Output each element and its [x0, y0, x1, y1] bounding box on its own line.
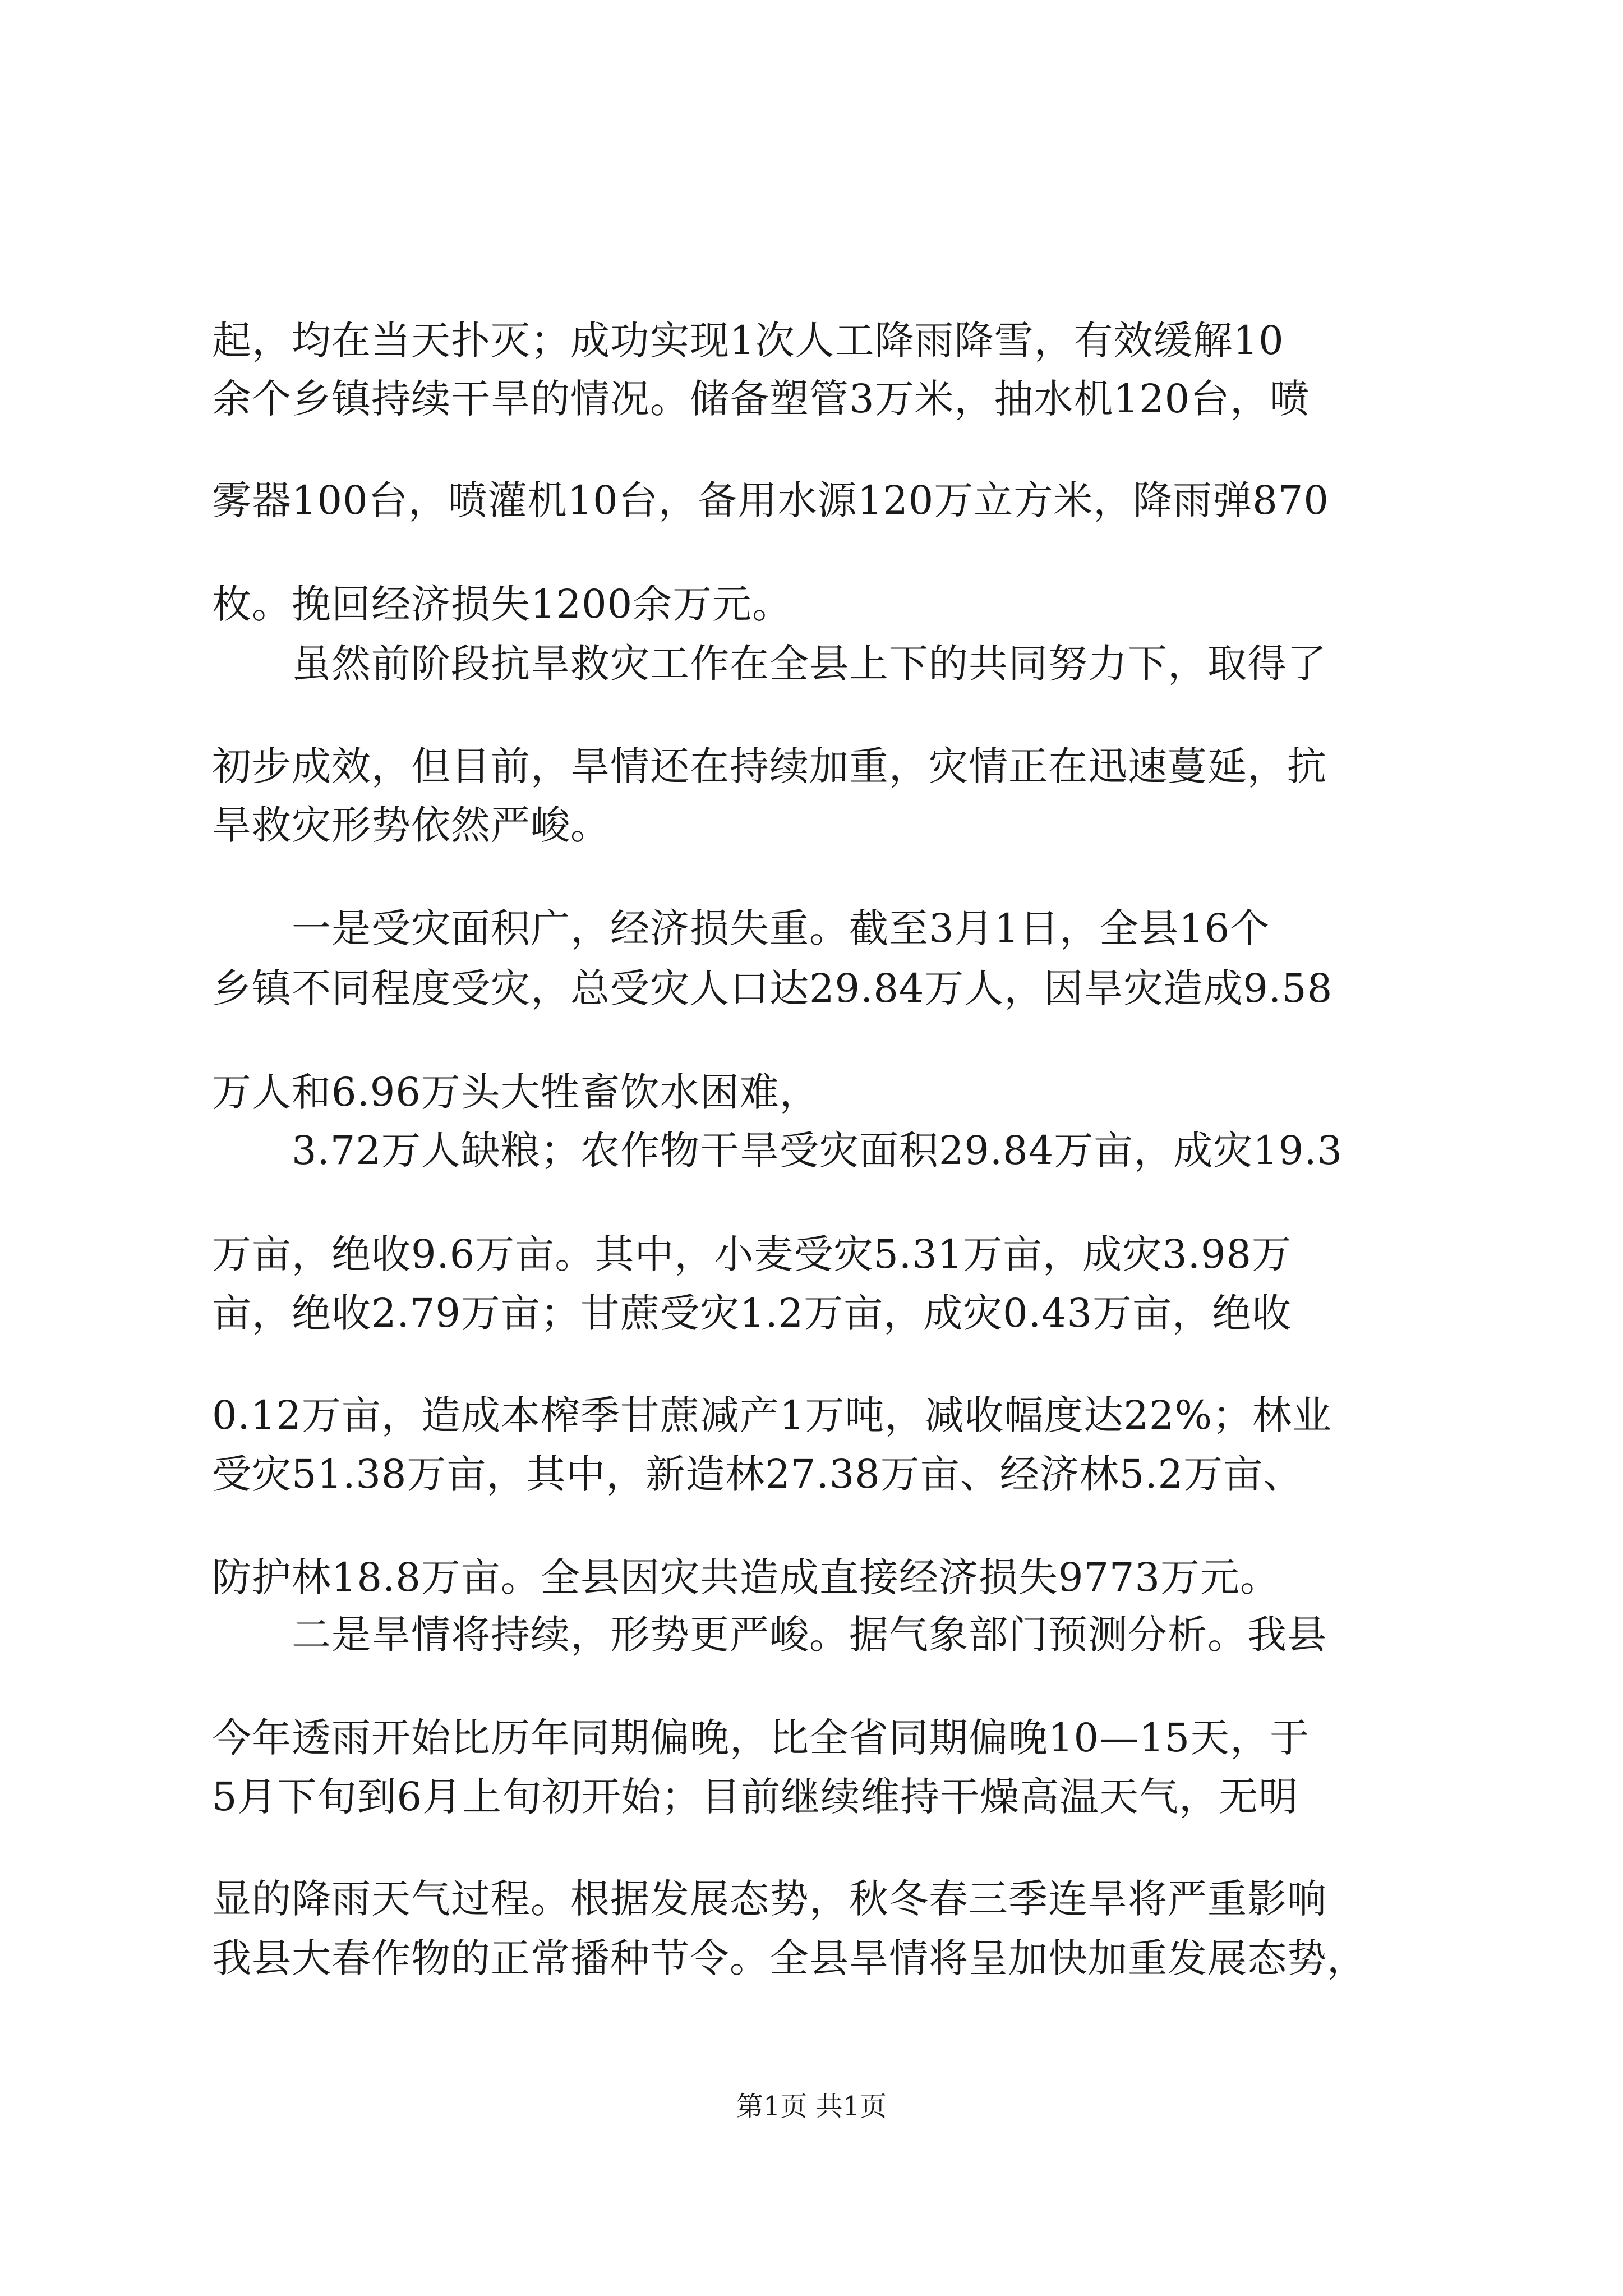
page-footer: 第1页 共1页 [736, 2091, 887, 2122]
text-line: 枚。挽回经济损失1200余万元。 [212, 581, 792, 627]
text-line: 3.72万人缺粮；农作物干旱受灾面积29.84万亩，成灾19.3 [212, 1128, 1343, 1174]
text-line: 防护林18.8万亩。全县因灾共造成直接经济损失9773万元。 [212, 1554, 1280, 1600]
text-line: 一是受灾面积广，经济损失重。截至3月1日，全县16个 [212, 905, 1270, 951]
text-line: 初步成效，但目前，旱情还在持续加重，灾情正在迅速蔓延，抗 [212, 743, 1327, 789]
text-line: 旱救灾形势依然严峻。 [212, 802, 610, 848]
text-line: 0.12万亩，造成本榨季甘蔗减产1万吨，减收幅度达22%；林业 [212, 1392, 1332, 1438]
text-line: 我县大春作物的正常播种节令。全县旱情将呈加快加重发展态势， [212, 1935, 1367, 1981]
text-line: 万人和6.96万头大牲畜饮水困难， [212, 1069, 819, 1115]
text-line: 显的降雨天气过程。根据发展态势，秋冬春三季连旱将严重影响 [212, 1876, 1327, 1922]
text-line: 二是旱情将持续，形势更严峻。据气象部门预测分析。我县 [212, 1612, 1327, 1658]
text-line: 虽然前阶段抗旱救灾工作在全县上下的共同努力下，取得了 [212, 641, 1327, 687]
text-line: 亩，绝收2.79万亩；甘蔗受灾1.2万亩，成灾0.43万亩，绝收 [212, 1290, 1292, 1336]
text-line: 雾器100台，喷灌机10台，备用水源120万立方米，降雨弹870 [212, 477, 1329, 523]
text-line: 起，均在当天扑灭；成功实现1次人工降雨降雪，有效缓解10 [212, 318, 1284, 364]
text-line: 今年透雨开始比历年同期偏晚，比全省同期偏晚10—15天，于 [212, 1715, 1310, 1761]
text-line: 余个乡镇持续干旱的情况。储备塑管3万米，抽水机120台，喷 [212, 376, 1310, 422]
text-line: 5月下旬到6月上旬初开始；目前继续维持干燥高温天气，无明 [212, 1774, 1299, 1820]
text-line: 受灾51.38万亩，其中，新造林27.38万亩、经济林5.2万亩、 [212, 1451, 1303, 1497]
text-line: 乡镇不同程度受灾，总受灾人口达29.84万人，因旱灾造成9.58 [212, 965, 1333, 1011]
text-line: 万亩，绝收9.6万亩。其中，小麦受灾5.31万亩，成灾3.98万 [212, 1231, 1292, 1277]
